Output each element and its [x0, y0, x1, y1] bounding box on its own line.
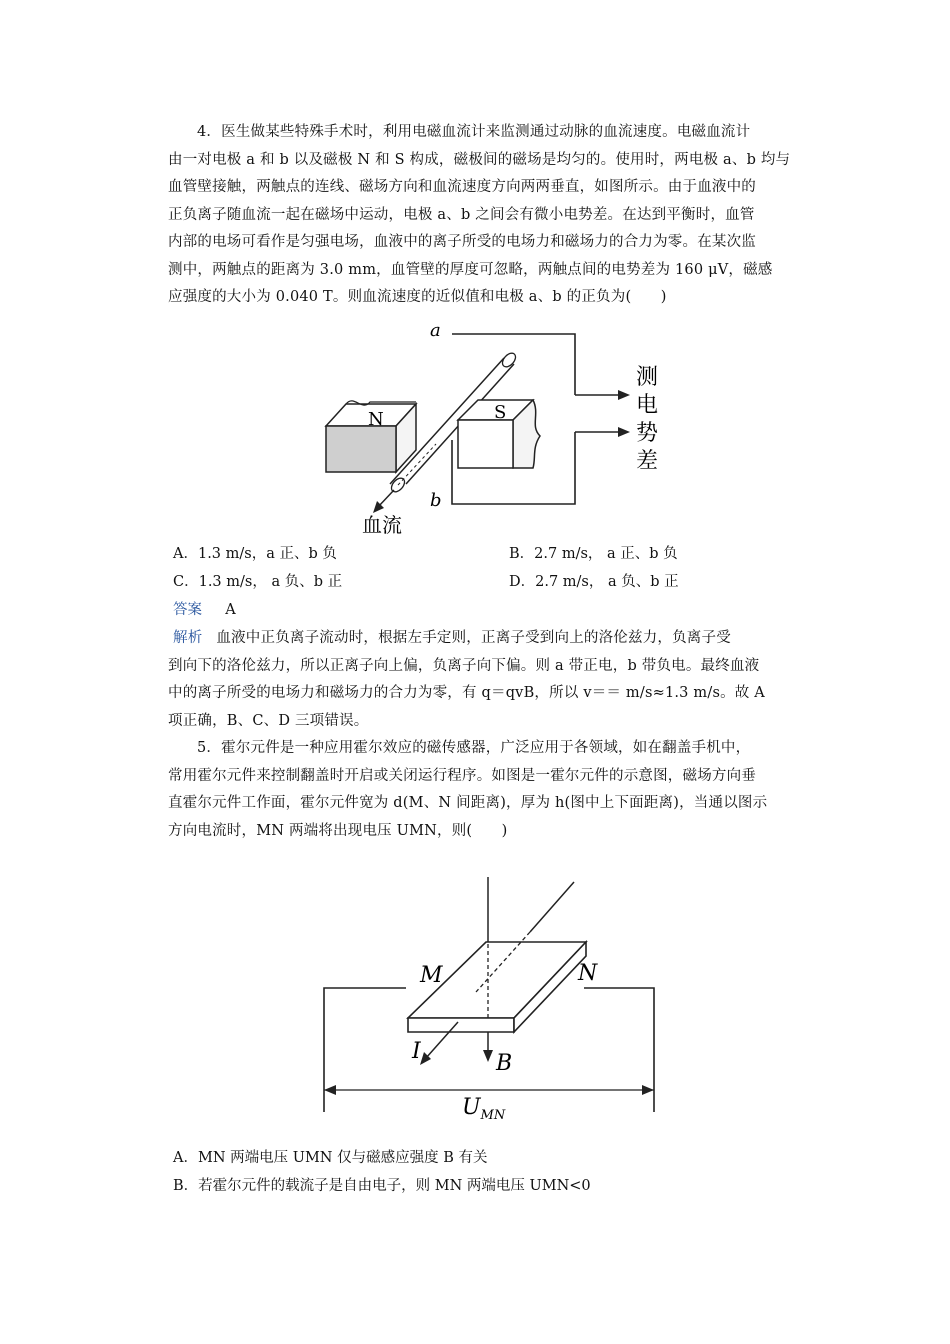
- q4-option-c: C．1.3 m/s， a 负、b 正: [173, 574, 343, 590]
- q4-line: 4．医生做某些特殊手术时，利用电磁血流计来监测通过动脉的血流速度。电磁血流计: [197, 124, 751, 140]
- q4-line: 血管壁接触，两触点的连线、磁场方向和血流速度方向两两垂直，如图所示。由于血液中的: [168, 179, 756, 195]
- q5-option-b: B．若霍尔元件的载流子是自由电子，则 MN 两端电压 UMN<0: [173, 1178, 591, 1194]
- label-b: B: [496, 1051, 513, 1076]
- electrode-a-label: a: [430, 322, 441, 341]
- analysis-line: 到向下的洛伦兹力，所以正离子向上偏，负离子向下偏。则 a 带正电，b 带负电。最终血液: [168, 657, 760, 674]
- q4-option-d: D．2.7 m/s， a 负、b 正: [509, 574, 679, 590]
- label-m: M: [420, 963, 443, 988]
- label-n: N: [578, 961, 598, 986]
- q4-option-b: B．2.7 m/s， a 正、b 负: [509, 546, 678, 562]
- label-i: I: [412, 1039, 421, 1064]
- q4-stem-rest: [168, 147, 808, 312]
- q4-option-a: A．1.3 m/s，a 正、b 负: [173, 546, 337, 562]
- blood-flow-meter-figure: [318, 322, 663, 540]
- q5-line: 常用霍尔元件来控制翻盖时开启或关闭运行程序。如图是一霍尔元件的示意图，磁场方向垂: [168, 767, 756, 784]
- measure-label-3: 势: [636, 421, 659, 446]
- answer-label: 答案: [173, 602, 202, 618]
- q5-line: 方向电流时，MN 两端将出现电压 UMN，则( ): [168, 822, 508, 839]
- q5-option-a: A．MN 两端电压 UMN 仅与磁感应强度 B 有关: [173, 1150, 488, 1166]
- measure-label-1: 测: [636, 365, 659, 390]
- q4-line: 由一对电极 a 和 b 以及磁极 N 和 S 构成，磁极间的磁场是均匀的。使用时，两电极 a、b 均与: [168, 151, 791, 168]
- analysis-line: 血液中正负离子流动时，根据左手定则，正离子受到向上的洛伦兹力，负离子受: [216, 630, 731, 646]
- analysis-line: 项正确，B、C、D 三项错误。: [168, 712, 369, 729]
- magnet-s-label: S: [494, 402, 507, 423]
- measure-label-2: 电: [636, 393, 659, 418]
- electrode-b-label: b: [430, 490, 442, 511]
- label-u: $U_{MN}$: [462, 1095, 506, 1122]
- analysis-line: 中的离子所受的电场力和磁场力的合力为零，有 q＝qvB，所以 v＝＝ m/s≈1.3 m/s。故 A: [168, 685, 765, 701]
- q4-line: 应强度的大小为 0.040 T。则血流速度的近似值和电极 a、b 的正负为( ): [168, 289, 667, 305]
- hall-element-figure: [316, 872, 696, 1122]
- q4-line: 内部的电场可看作是匀强电场，血液中的离子所受的电场力和磁场力的合力为零。在某次监: [168, 234, 756, 250]
- q4-line: 测中，两触点的距离为 3.0 mm，血管壁的厚度可忽略，两触点间的电势差为 160 μV，磁感: [168, 261, 773, 278]
- magnet-n-label: N: [368, 409, 384, 430]
- analysis-label: 解析: [173, 630, 203, 646]
- q5-line: 5．霍尔元件是一种应用霍尔效应的磁传感器，广泛应用于各领域，如在翻盖手机中，: [197, 740, 751, 756]
- measure-label-4: 差: [636, 449, 659, 474]
- q4-answer: [173, 598, 236, 619]
- q5-line: 直霍尔元件工作面，霍尔元件宽为 d(M、N 间距离)，厚为 h(图中上下面距离)，当通以图示: [168, 795, 768, 811]
- blood-flow-label: 血流: [362, 513, 402, 537]
- answer-value: A: [225, 602, 236, 618]
- q4-analysis: [168, 625, 808, 735]
- q4-stem: [168, 119, 808, 147]
- q5-stem-rest: [168, 763, 808, 846]
- q5-stem: [168, 735, 808, 763]
- q4-line: 正负离子随血流一起在磁场中运动，电极 a、b 之间会有微小电势差。在达到平衡时，血管: [168, 206, 755, 223]
